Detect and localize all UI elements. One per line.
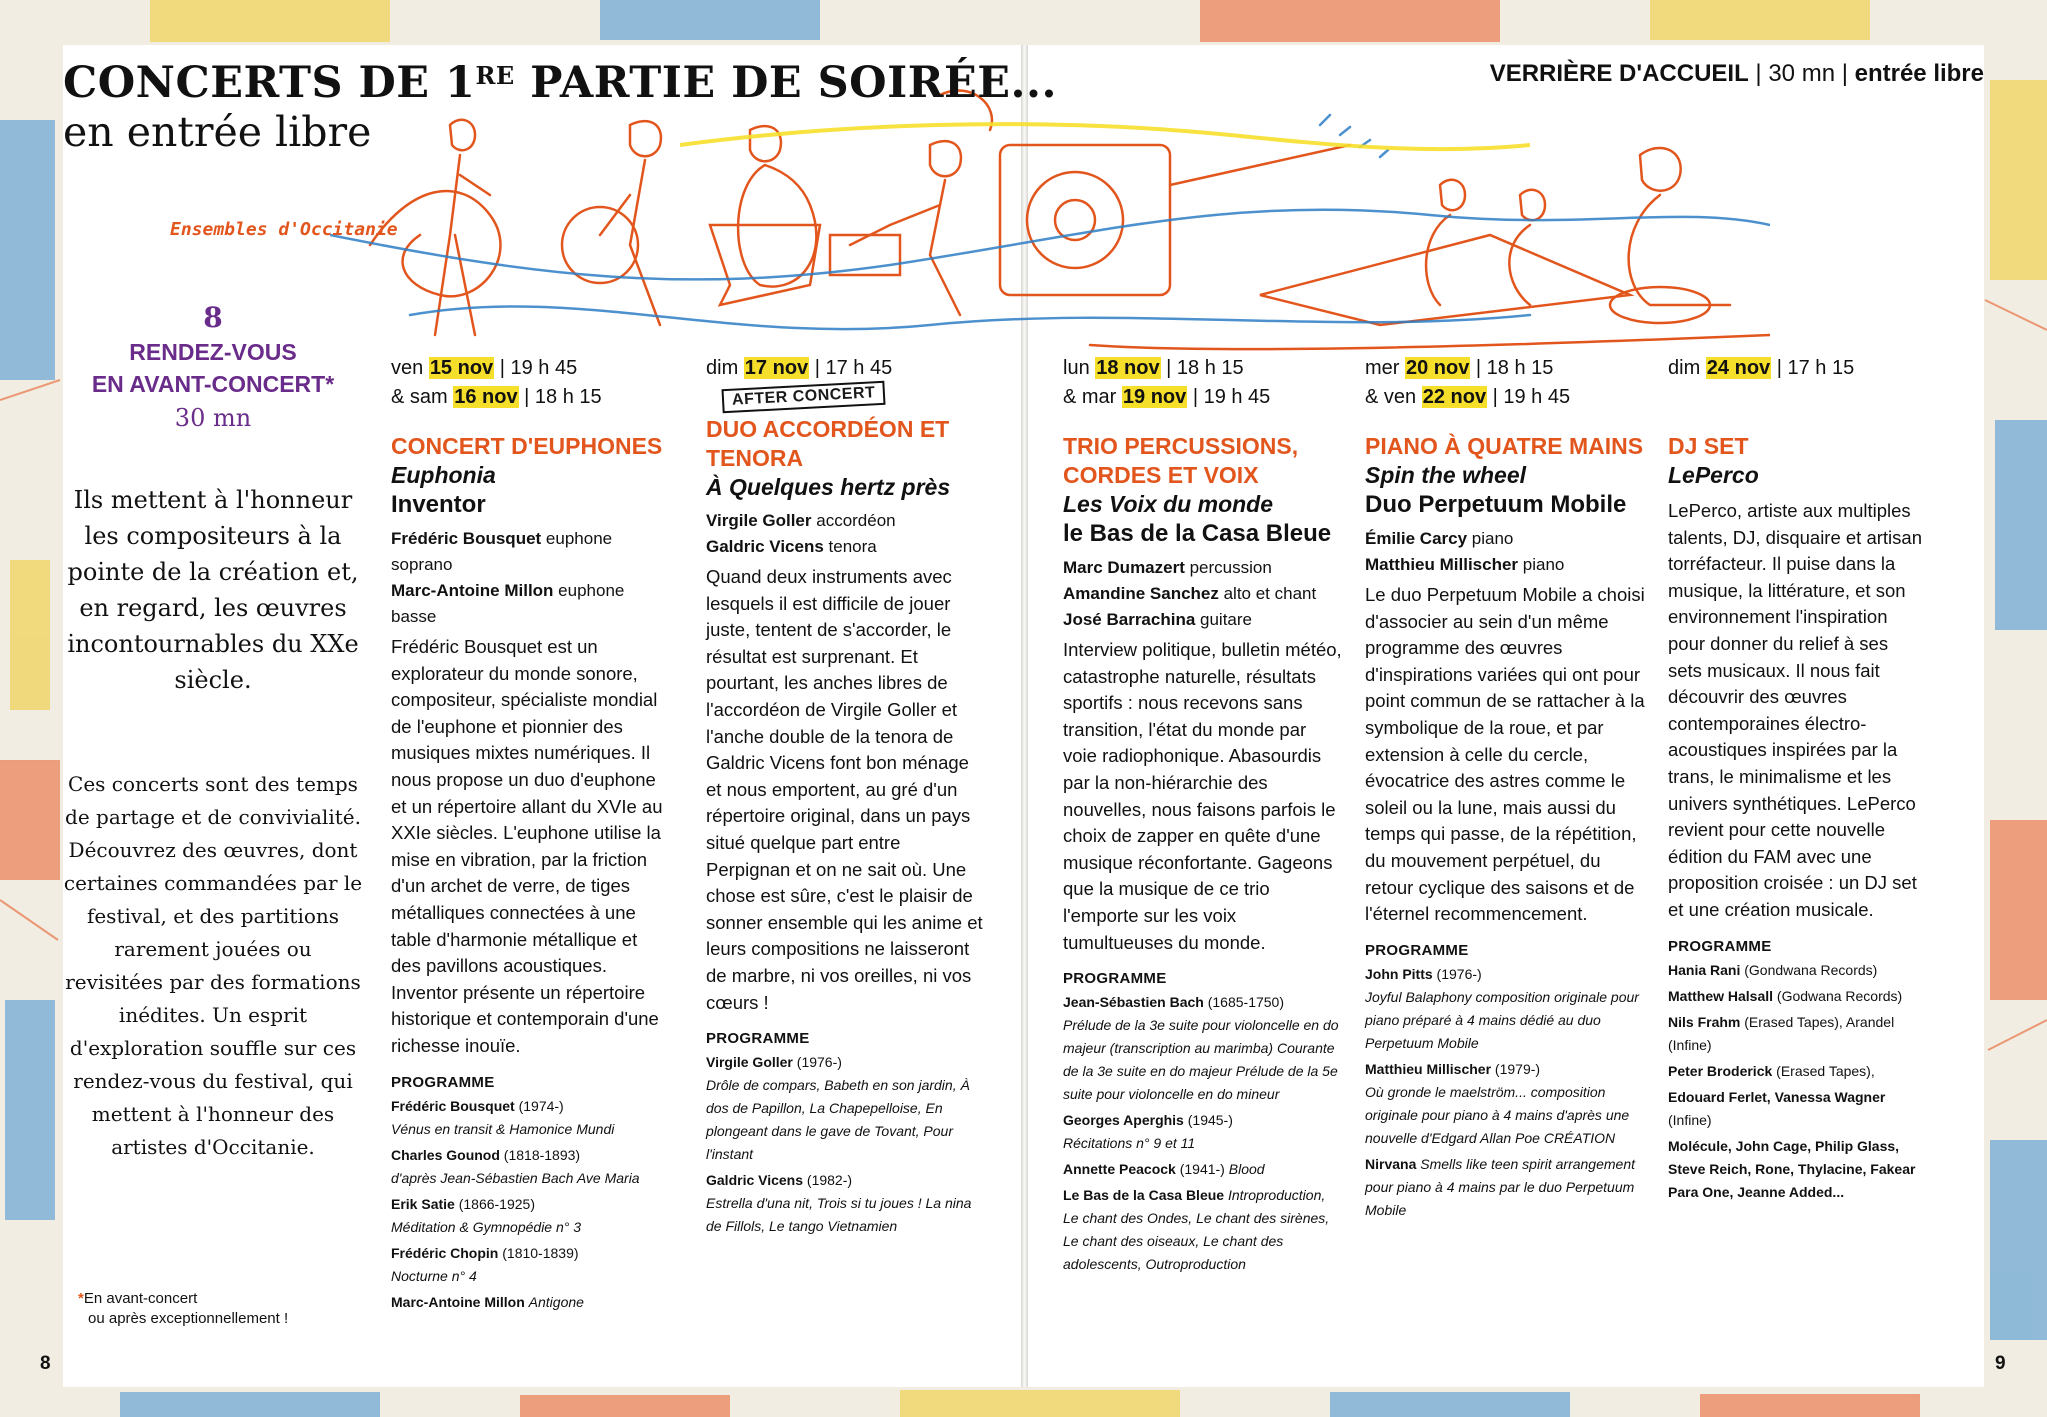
concert-column-4 [1365,354,1650,1225]
concert-date-2: & mar 19 nov | 19 h 45 [1063,386,1271,408]
concert-column-2 [706,354,986,1241]
program-item: Erik Satie (1866-1925) Méditation & Gymnopédie n° 3 [391,1195,582,1235]
artist-list [1365,526,1650,578]
rendezvous-label-1: RENDEZ-VOUS [129,339,297,365]
concert-column-3 [1063,354,1343,1279]
ensemble-name: Duo Perpetuum Mobile [1365,491,1627,518]
concert-description: Frédéric Bousquet est un explorateur du monde sonore, compositeur, spécialiste mondial de l'euphone et pionnier des musiques mixtes numériques. Il nous propose un duo d'euphone et un répertoire allant du XVIe au XXIe siècles. L'euphone utilise la mise en vibration, par la friction d'un archet de verre, de tiges métalliques connectées à une table d'harmonie métallique et des pavillons acoustiques. Inventor présente un répertoire historique et contemporain d'une richesse inouïe. [391,636,663,1056]
page-title [63,58,1057,108]
program-item: Frédéric Chopin (1810-1839) Nocturne n° 4 [391,1244,579,1284]
concert-description: Le duo Perpetuum Mobile a choisi d'associer au sein d'un même programme des œuvres d'inspirations variées qui ont pour point commun de se rattacher à la symbolique de la roue, et par extension à celle du cercle, évocatrice des astres comme le soleil ou la lune, mais aussi du temps qui passe, de la répétition, du mouvement perpétuel, du retour cyclique des saisons et de l'éternel recommencement. [1365,584,1645,925]
artist-item: Matthieu Millischer piano [1365,555,1565,574]
program-item: Nils Frahm (Erased Tapes), Arandel (Infine) [1668,1013,1895,1053]
concert-date-2: & ven 22 nov | 19 h 45 [1365,386,1571,408]
ensemble-name: Inventor [391,491,486,518]
concert-date-2: & sam 16 nov | 18 h 15 [391,386,602,408]
program-item: Matthew Halsall (Godwana Records) [1668,987,1903,1004]
artist-list [391,526,671,630]
concert-title: CONCERT D'EUPHONES [391,433,663,459]
artist-item: Amandine Sanchez alto et chant [1063,584,1317,603]
program-item: John Pitts (1976-) Joyful Balaphony composition originale pour piano préparé à 4 mains dédié au duo Perpetuum Mobile [1365,965,1639,1051]
program-item: Peter Broderick (Erased Tapes), [1668,1062,1875,1079]
program-item: Georges Aperghis (1945-) Récitations n° 9 et 11 [1063,1112,1233,1152]
artist-list [1063,555,1343,633]
intro-body: Ces concerts sont des temps de partage et de convivialité. Découvrez des œuvres, dont certaines commandées par le festival, et des partitions rarement jouées ou revisitées par des formations inédites. Un esprit d'exploration souffle sur ces rendez-vous du festival, qui mettent à l'honneur des artistes d'Occitanie. [63,772,363,1159]
artist-item: Virgile Goller accordéon [706,511,896,530]
after-concert-badge: AFTER CONCERT [721,381,885,414]
title-end: PARTIE DE SOIRÉE... [514,58,1057,108]
artist-item: Galdric Vicens tenora [706,537,877,556]
ensembles-badge: Ensembles d'Occitanie [170,219,398,240]
concert-title: DJ SET [1668,433,1749,459]
concert-title: PIANO À QUATRE MAINS [1365,433,1644,459]
program-item: Annette Peacock (1941-) Blood [1063,1161,1265,1178]
title-main: CONCERTS DE 1 [63,58,476,108]
concert-column-5 [1668,354,1923,1207]
program-item: Jean-Sébastien Bach (1685-1750) Prélude de la 3e suite pour violoncelle en do majeur (transcription au marimba) Courante de la 3e suite en do majeur Prélude de la 5e suite pour violoncelle en do mineur [1063,994,1339,1103]
concert-subtitle: Euphonia [391,462,496,488]
program-heading: PROGRAMME [1365,941,1469,959]
concert-description: Interview politique, bulletin météo, catastrophe naturelle, résultats sportifs : nous recevons sans transition, l'état du monde par voie radiophonique. Abasourdis par la non-hiérarchie des nouvelles, nous faisons parfois le choix de zapper en quête d'une musique réconfortante. Gageons que la musique de ce trio l'emporte sur les voix tumultueuses du monde. [1063,639,1342,953]
program-heading: PROGRAMME [1668,937,1772,955]
program-item: Edouard Ferlet, Vanessa Wagner (Infine) [1668,1088,1886,1128]
program-item: Nirvana Smells like teen spirit arrangement pour piano à 4 mains par le duo Perpetuum Mobile [1365,1155,1636,1218]
page-number-right: 9 [1995,1353,2006,1374]
venue-entry: entrée libre [1854,60,1984,87]
rendezvous-block [63,300,363,436]
artist-item: Frédéric Bousquet euphone soprano [391,529,613,574]
program-item: Hania Rani (Gondwana Records) [1668,961,1878,978]
concert-column-1 [391,354,671,1317]
venue-info [1490,60,1984,88]
footnote-line-1: En avant-concert [83,1290,198,1307]
program-item: Matthieu Millischer (1979-) Où gronde le maelström... composition originale pour piano à 4 mains d'après une nouvelle d'Edgard Allan Poe CRÉATION [1365,1060,1630,1146]
concert-subtitle: À Quelques hertz près [706,474,951,500]
venue-name: VERRIÈRE D'ACCUEIL [1489,60,1749,87]
artist-item: Émilie Carcy piano [1365,529,1514,548]
footnote-line-2: ou après exceptionnellement ! [88,1310,289,1327]
concert-title: TRIO PERCUSSIONS, CORDES ET VOIX [1063,433,1299,488]
concert-date-1: mer 20 nov | 18 h 15 [1365,357,1554,379]
program-item: Charles Gounod (1818-1893) d'après Jean-Sébastien Bach Ave Maria [391,1146,640,1186]
concert-description: LePerco, artiste aux multiples talents, DJ, disquaire et artisan torréfacteur. Il puise dans la musique, la littérature, et son environnement l'inspiration pour donner du relief à ses sets musicaux. Il nous fait découvrir des œuvres contemporaines électro-acoustiques inspirées par la trans, le minimalisme et les univers synthétiques. LePerco revient pour cette nouvelle édition du FAM avec une proposition croisée : un DJ set et une création musicale. [1668,500,1922,920]
concert-date-1: dim 24 nov | 17 h 15 [1668,357,1855,379]
program-item: Le Bas de la Casa Bleue Introproduction, Le chant des Ondes, Le chant des sirènes, Le chant des oiseaux, Le chant des adolescents, Outroproduction [1063,1187,1330,1273]
ensemble-name: le Bas de la Casa Bleue [1063,520,1332,547]
artist-item: Marc-Antoine Millon euphone basse [391,581,625,626]
venue-duration: | 30 mn | [1748,60,1855,87]
rendezvous-duration: 30 mn [174,404,252,432]
rendezvous-count: 8 [203,301,223,334]
program-heading: PROGRAMME [391,1073,495,1091]
concert-title: DUO ACCORDÉON ET TENORA [706,416,950,471]
concert-date-1: lun 18 nov | 18 h 15 [1063,357,1244,379]
program-heading: PROGRAMME [1063,970,1167,988]
footnote-star: * [78,1290,84,1307]
program-item: Marc-Antoine Millon Antigone [391,1293,584,1310]
page-number-left: 8 [40,1353,51,1374]
concert-date-1: dim 17 nov | 17 h 45 [706,357,893,379]
title-superscript: RE [475,61,515,90]
rendezvous-label-2: EN AVANT-CONCERT* [91,371,335,397]
concert-description: Quand deux instruments avec lesquels il est difficile de jouer juste, tentent de s'accorder, le résultat est surprenant. Et pourtant, les anches libres de l'accordéon de Virgile Goller et l'anche double de la tenora de Galdric Vicens font bon ménage et nous emportent, au gré d'un répertoire original, dans un pays situé quelque part entre Perpignan et on ne sait où. Une chose est sûre, c'est le plaisir de sonner ensemble qui les anime et leurs compositions ne laisseront de marbre, ni vos oreilles, ni vos cœurs ! [706,566,983,1013]
program-heading: PROGRAMME [706,1030,810,1048]
artist-list [706,508,986,560]
program-item: Molécule, John Cage, Philip Glass, Steve Reich, Rone, Thylacine, Fakear Para One, Jeanne Added... [1668,1137,1916,1200]
program-item: Virgile Goller (1976-) Drôle de compars, Babeth en son jardin, À dos de Papillon, La Chapepelloise, En plongeant dans le gave de Tovant, Pour l'instant [706,1054,970,1163]
artist-item: Marc Dumazert percussion [1063,558,1272,577]
concert-date-1: ven 15 nov | 19 h 45 [391,357,578,379]
musicians-illustration [330,85,1770,365]
program-item: Frédéric Bousquet (1974-) Vénus en transit & Hamonice Mundi [391,1097,615,1137]
concert-subtitle: Les Voix du monde [1063,491,1274,517]
program-item: Galdric Vicens (1982-) Estrella d'una nit, Trois si tu joues ! La nina de Fillols, Le tango Vietnamien [706,1172,972,1235]
page-subtitle: en entrée libre [63,108,372,156]
concert-subtitle: Spin the wheel [1365,462,1527,488]
artist-item: José Barrachina guitare [1063,610,1252,629]
footnote [78,1289,288,1329]
intro-lead: Ils mettent à l'honneur les compositeurs à la pointe de la création et, en regard, les œuvres incontournables du XXe siècle. [67,486,359,694]
concert-subtitle: LePerco [1668,462,1759,488]
